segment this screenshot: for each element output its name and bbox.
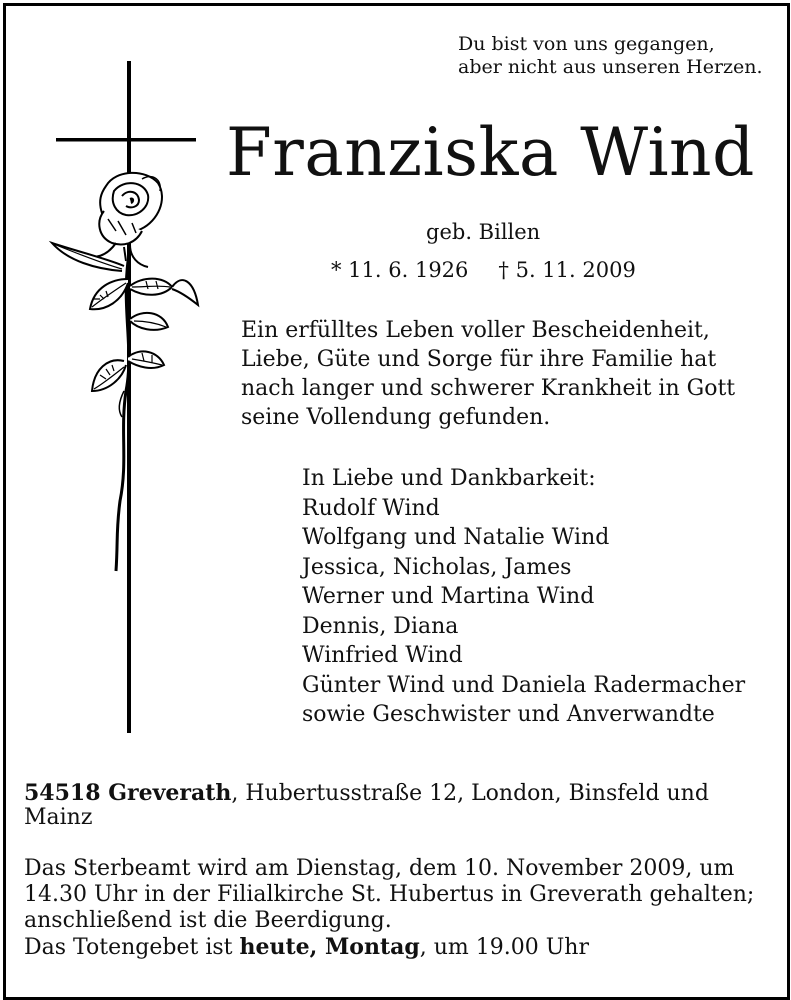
address-postal-city: 54518 Greverath (24, 780, 232, 806)
prayer-day: heute, Montag (239, 934, 420, 960)
service-line: anschließend ist die Beerdigung. (24, 908, 392, 933)
mourner-name: Jessica, Nicholas, James (302, 554, 572, 580)
service-line: Das Sterbeamt wird am Dienstag, dem 10. November 2009, um (24, 856, 735, 881)
mourners-heading: In Liebe und Dankbarkeit: (302, 466, 596, 491)
rose-icon (52, 173, 198, 571)
obituary-notice (3, 3, 790, 1000)
life-dates (331, 256, 636, 284)
mourner-name: Wolfgang und Natalie Wind (302, 525, 610, 550)
tribute-line: seine Vollendung gefunden. (241, 405, 551, 430)
prayer-line (24, 934, 784, 961)
address-rest: , Hubertusstraße 12, London, Binsfeld und Mainz (24, 781, 709, 830)
mourner-name: Rudolf Wind (302, 495, 440, 521)
deceased-name: Franziska Wind (226, 114, 755, 191)
death-date: † 5. 11. 2009 (498, 258, 636, 282)
mourners-list (302, 464, 782, 730)
mourner-name: Winfried Wind (302, 643, 463, 668)
mourning-address (24, 781, 764, 830)
tribute-line: nach langer und schwerer Krankheit in Gott (241, 376, 736, 401)
birth-name: geb. Billen (426, 220, 541, 244)
prayer-prefix: Das Totengebet ist (24, 935, 240, 960)
tribute-line: Ein erfülltes Leben voller Bescheidenheit, (241, 318, 710, 343)
mourner-name: Günter Wind und Daniela Radermacher (302, 672, 746, 698)
mourner-name: Dennis, Diana (302, 613, 459, 639)
tribute-line: Liebe, Güte und Sorge für ihre Familie hat (241, 347, 717, 372)
prayer-suffix: , um 19.00 Uhr (419, 935, 589, 960)
mourner-name: sowie Geschwister und Anverwandte (302, 702, 715, 727)
funeral-service-info (24, 856, 784, 961)
tribute-text (241, 316, 771, 432)
cross-with-rose-illustration (46, 61, 206, 741)
mourner-name: Werner und Martina Wind (302, 584, 595, 609)
service-line: 14.30 Uhr in der Filialkirche St. Hubertus in Greverath gehalten; (24, 882, 755, 907)
motto (458, 33, 778, 79)
motto-line: aber nicht aus unseren Herzen. (458, 56, 763, 78)
motto-line: Du bist von uns gegangen, (458, 33, 715, 55)
birth-date: * 11. 6. 1926 (331, 258, 469, 282)
